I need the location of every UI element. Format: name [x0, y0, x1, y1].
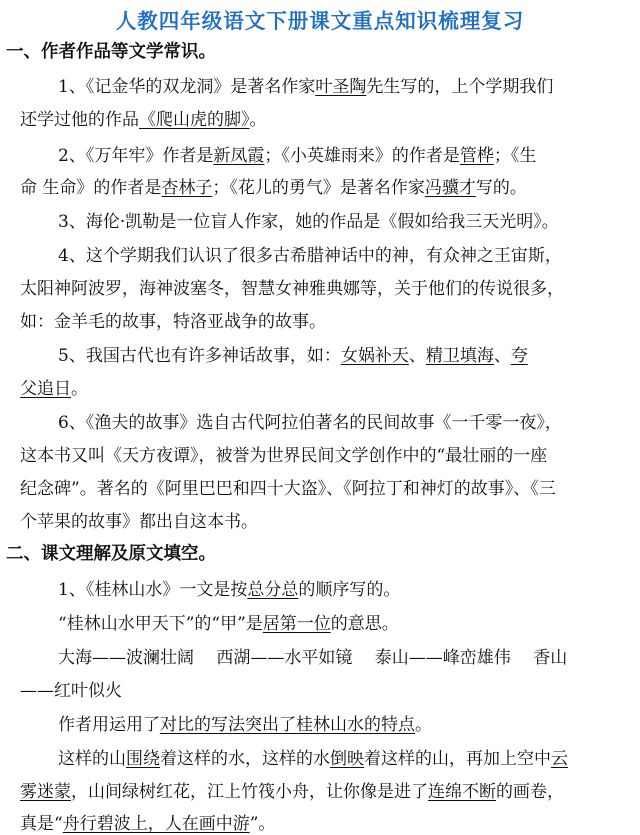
text: 着这样的水，这样的水 — [160, 749, 330, 769]
text: ；《花儿的勇气》是著名作家 — [212, 178, 425, 198]
text: 。 — [249, 110, 267, 130]
text: 5、我国古代也有许多神话故事，如： — [58, 346, 341, 366]
text: “桂林山水甲天下”的“甲”是 — [58, 614, 263, 634]
item-3: 3、海伦·凯勒是一位盲人作家，她的作品是《假如给我三天光明》。 — [58, 212, 559, 232]
section-heading-comprehension: 二、课文理解及原文填空。 — [6, 544, 216, 564]
answer-pashanhu-dejiao: 《爬山虎的脚》 — [139, 110, 250, 130]
answer-guan-hua: 管桦 — [459, 146, 494, 166]
item-6-line-1: 6、《渔夫的故事》选自古代阿拉伯著名的民间故事《一千零一夜》， — [58, 413, 562, 433]
section-heading-literature: 一、作者作品等文学常识。 — [6, 42, 216, 62]
answer-zongfenzong: 总分总 — [247, 580, 299, 600]
text: ；《小英雄雨来》的作者是 — [264, 146, 460, 166]
item-6-line-2: 这本书又叫《天方夜谭》，被誉为世界民间文学创作中的“最壮丽的一座 — [20, 446, 548, 466]
item-4-line-2: 太阳神阿波罗，海神波塞冬，智慧女神雅典娜等，关于他们的传说很多， — [20, 279, 564, 299]
text: 命 生命》的作者是 — [20, 178, 162, 198]
answer-feng-jicai: 冯骥才 — [424, 178, 476, 198]
guilin-item-1 — [58, 575, 400, 600]
answer-ye-shengtao: 叶圣陶 — [315, 77, 367, 97]
answer-contrast: 对比的写法突出了桂林山水的特点 — [160, 715, 415, 735]
answer-jingwei-tianhai: 精卫填海 — [425, 346, 494, 366]
text: 作者用运用了 — [58, 715, 160, 735]
scene-line-1 — [58, 744, 568, 769]
text: 还学过他的作品 — [20, 110, 139, 130]
item-6-line-3: 纪念碑”。著名的《阿里巴巴和四十大盗》、《阿拉丁和神灯的故事》、《三 — [20, 479, 556, 499]
pairs-line-2: ——红叶似火 — [20, 681, 122, 701]
text: 真是“ — [20, 814, 63, 834]
item-2-line-2 — [20, 173, 527, 198]
text: 着这样的山，再加上空中 — [364, 749, 551, 769]
item-2-line-1 — [58, 141, 536, 166]
text: 这样的山 — [58, 749, 126, 769]
answer-xinglinzi: 杏林子 — [161, 178, 213, 198]
item-1-line-1 — [58, 72, 553, 97]
item-6-line-4: 个苹果的故事》都出自这本书。 — [20, 512, 258, 532]
answer-daoying: 倒映 — [330, 749, 364, 769]
text: ，山间绿树红花，江上竹筏小舟，让你像是进了 — [71, 782, 428, 802]
answer-weirao: 围绕 — [126, 749, 160, 769]
item-4-line-1: 4、这个学期我们认识了很多古希腊神话中的神，有众神之王宙斯， — [58, 246, 562, 266]
scene-line-2 — [20, 777, 564, 802]
pairs-line-1: 大海——波澜壮阔 西湖——水平如镜 泰山——峰峦雄伟 香山 — [58, 648, 568, 668]
text: 。 — [415, 715, 432, 735]
text: 1、《记金华的双龙洞》是著名作家 — [58, 77, 316, 97]
text: 的顺序写的。 — [298, 580, 401, 600]
text: ；《生 — [493, 146, 537, 166]
jia-meaning — [58, 609, 399, 634]
text: ”。 — [249, 814, 276, 834]
answer-lianmian-buduan: 连绵不断 — [428, 782, 496, 802]
text: 的画卷， — [496, 782, 564, 802]
answer-kuafu-part2: 父追日 — [20, 379, 71, 399]
answer-xin-fengxia: 新凤霞 — [213, 146, 265, 166]
answer-nuwa-butian: 女娲补天 — [340, 346, 409, 366]
answer-ju-diyiwei: 居第一位 — [262, 614, 331, 634]
item-4-line-3: 如：金羊毛的故事，特洛亚战争的故事。 — [20, 312, 326, 332]
answer-zhouxing: 舟行碧波上，人在画中游 — [62, 814, 250, 834]
item-5-line-2 — [20, 374, 88, 399]
text: 写的。 — [475, 178, 527, 198]
answer-yunwu-part1: 云 — [551, 749, 568, 769]
answer-kuafu-part1: 夸 — [510, 346, 528, 366]
text: 1、《桂林山水》一文是按 — [58, 580, 248, 600]
text: 先生写的，上个学期我们 — [366, 77, 554, 97]
contrast-line — [58, 710, 432, 735]
page-title: 人教四年级语文下册课文重点知识梳理复习 — [115, 9, 525, 33]
text: 、 — [408, 346, 426, 366]
text: 、 — [493, 346, 511, 366]
text: 的意思。 — [330, 614, 399, 634]
scene-line-3 — [20, 809, 275, 834]
item-5-line-1 — [58, 341, 528, 366]
text: 。 — [71, 379, 88, 399]
answer-yunwu-part2: 雾迷蒙 — [20, 782, 71, 802]
item-1-line-2 — [20, 105, 267, 130]
text: 2、《万年牢》作者是 — [58, 146, 214, 166]
